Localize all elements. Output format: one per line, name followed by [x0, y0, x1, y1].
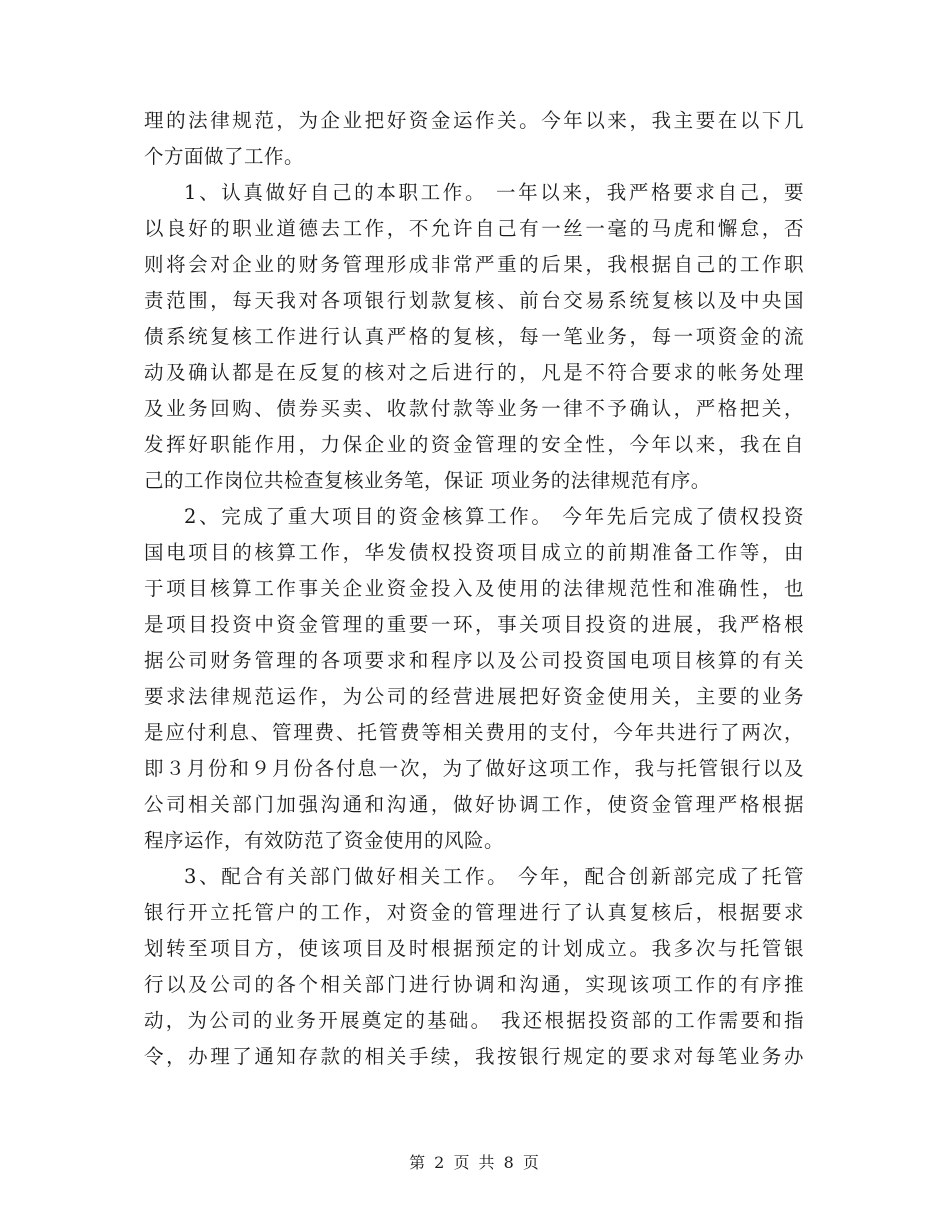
text-line: 则将会对企业的财务管理形成非常严重的后果，我根据自己的工作职	[144, 253, 804, 276]
text-line: 令，办理了通知存款的相关手续，我按银行规定的要求对每笔业务办	[144, 1045, 804, 1068]
text-line: 债系统复核工作进行认真严格的复核，每一笔业务，每一项资金的流	[144, 325, 804, 348]
text-line: 划转至项目方，使该项目及时根据预定的计划成立。我多次与托管银	[144, 937, 804, 960]
text-line: 动，为公司的业务开展奠定的基础。 我还根据投资部的工作需要和指	[144, 1009, 804, 1032]
page-footer: 第 2 页 共 8 页	[409, 1153, 541, 1172]
text-line: 即３月份和９月份各付息一次，为了做好这项工作，我与托管银行以及	[144, 757, 804, 780]
text-line: 3、配合有关部门做好相关工作。 今年，配合创新部完成了托管	[184, 865, 804, 888]
text-line: 银行开立托管户的工作，对资金的管理进行了认真复核后，根据要求	[144, 901, 804, 924]
text-line: 理的法律规范，为企业把好资金运作关。今年以来，我主要在以下几	[144, 109, 804, 132]
text-line: 2、完成了重大项目的资金核算工作。 今年先后完成了债权投资	[184, 505, 804, 528]
text-line: 及业务回购、债券买卖、收款付款等业务一律不予确认，严格把关，	[144, 397, 804, 420]
text-line: 动及确认都是在反复的核对之后进行的，凡是不符合要求的帐务处理	[144, 361, 804, 384]
document-body	[144, 103, 804, 1075]
text-line: 据公司财务管理的各项要求和程序以及公司投资国电项目核算的有关	[144, 649, 804, 672]
text-line: 程序运作，有效防范了资金使用的风险。	[144, 829, 505, 852]
text-line: 行以及公司的各个相关部门进行协调和沟通，实现该项工作的有序推	[144, 973, 804, 996]
text-line: 是应付利息、管理费、托管费等相关费用的支付，今年共进行了两次，	[144, 721, 804, 744]
text-line: 公司相关部门加强沟通和沟通，做好协调工作，使资金管理严格根据	[144, 793, 804, 816]
text-line: 责范围，每天我对各项银行划款复核、前台交易系统复核以及中央国	[144, 289, 804, 312]
text-line: 国电项目的核算工作，华发债权投资项目成立的前期准备工作等，由	[144, 541, 804, 564]
text-line: 是项目投资中资金管理的重要一环，事关项目投资的进展，我严格根	[144, 613, 804, 636]
text-line: 要求法律规范运作，为公司的经营进展把好资金使用关，主要的业务	[144, 685, 804, 708]
text-line: 己的工作岗位共检查复核业务笔，保证 项业务的法律规范有序。	[144, 469, 711, 492]
text-line: 个方面做了工作。	[144, 145, 305, 168]
text-line: 于项目核算工作事关企业资金投入及使用的法律规范性和准确性，也	[144, 577, 804, 600]
text-line: 发挥好职能作用，力保企业的资金管理的安全性，今年以来，我在自	[144, 433, 804, 456]
text-line: 1、认真做好自己的本职工作。 一年以来，我严格要求自己，要	[184, 181, 804, 204]
text-line: 以良好的职业道德去工作，不允许自己有一丝一毫的马虎和懈怠，否	[144, 217, 804, 240]
